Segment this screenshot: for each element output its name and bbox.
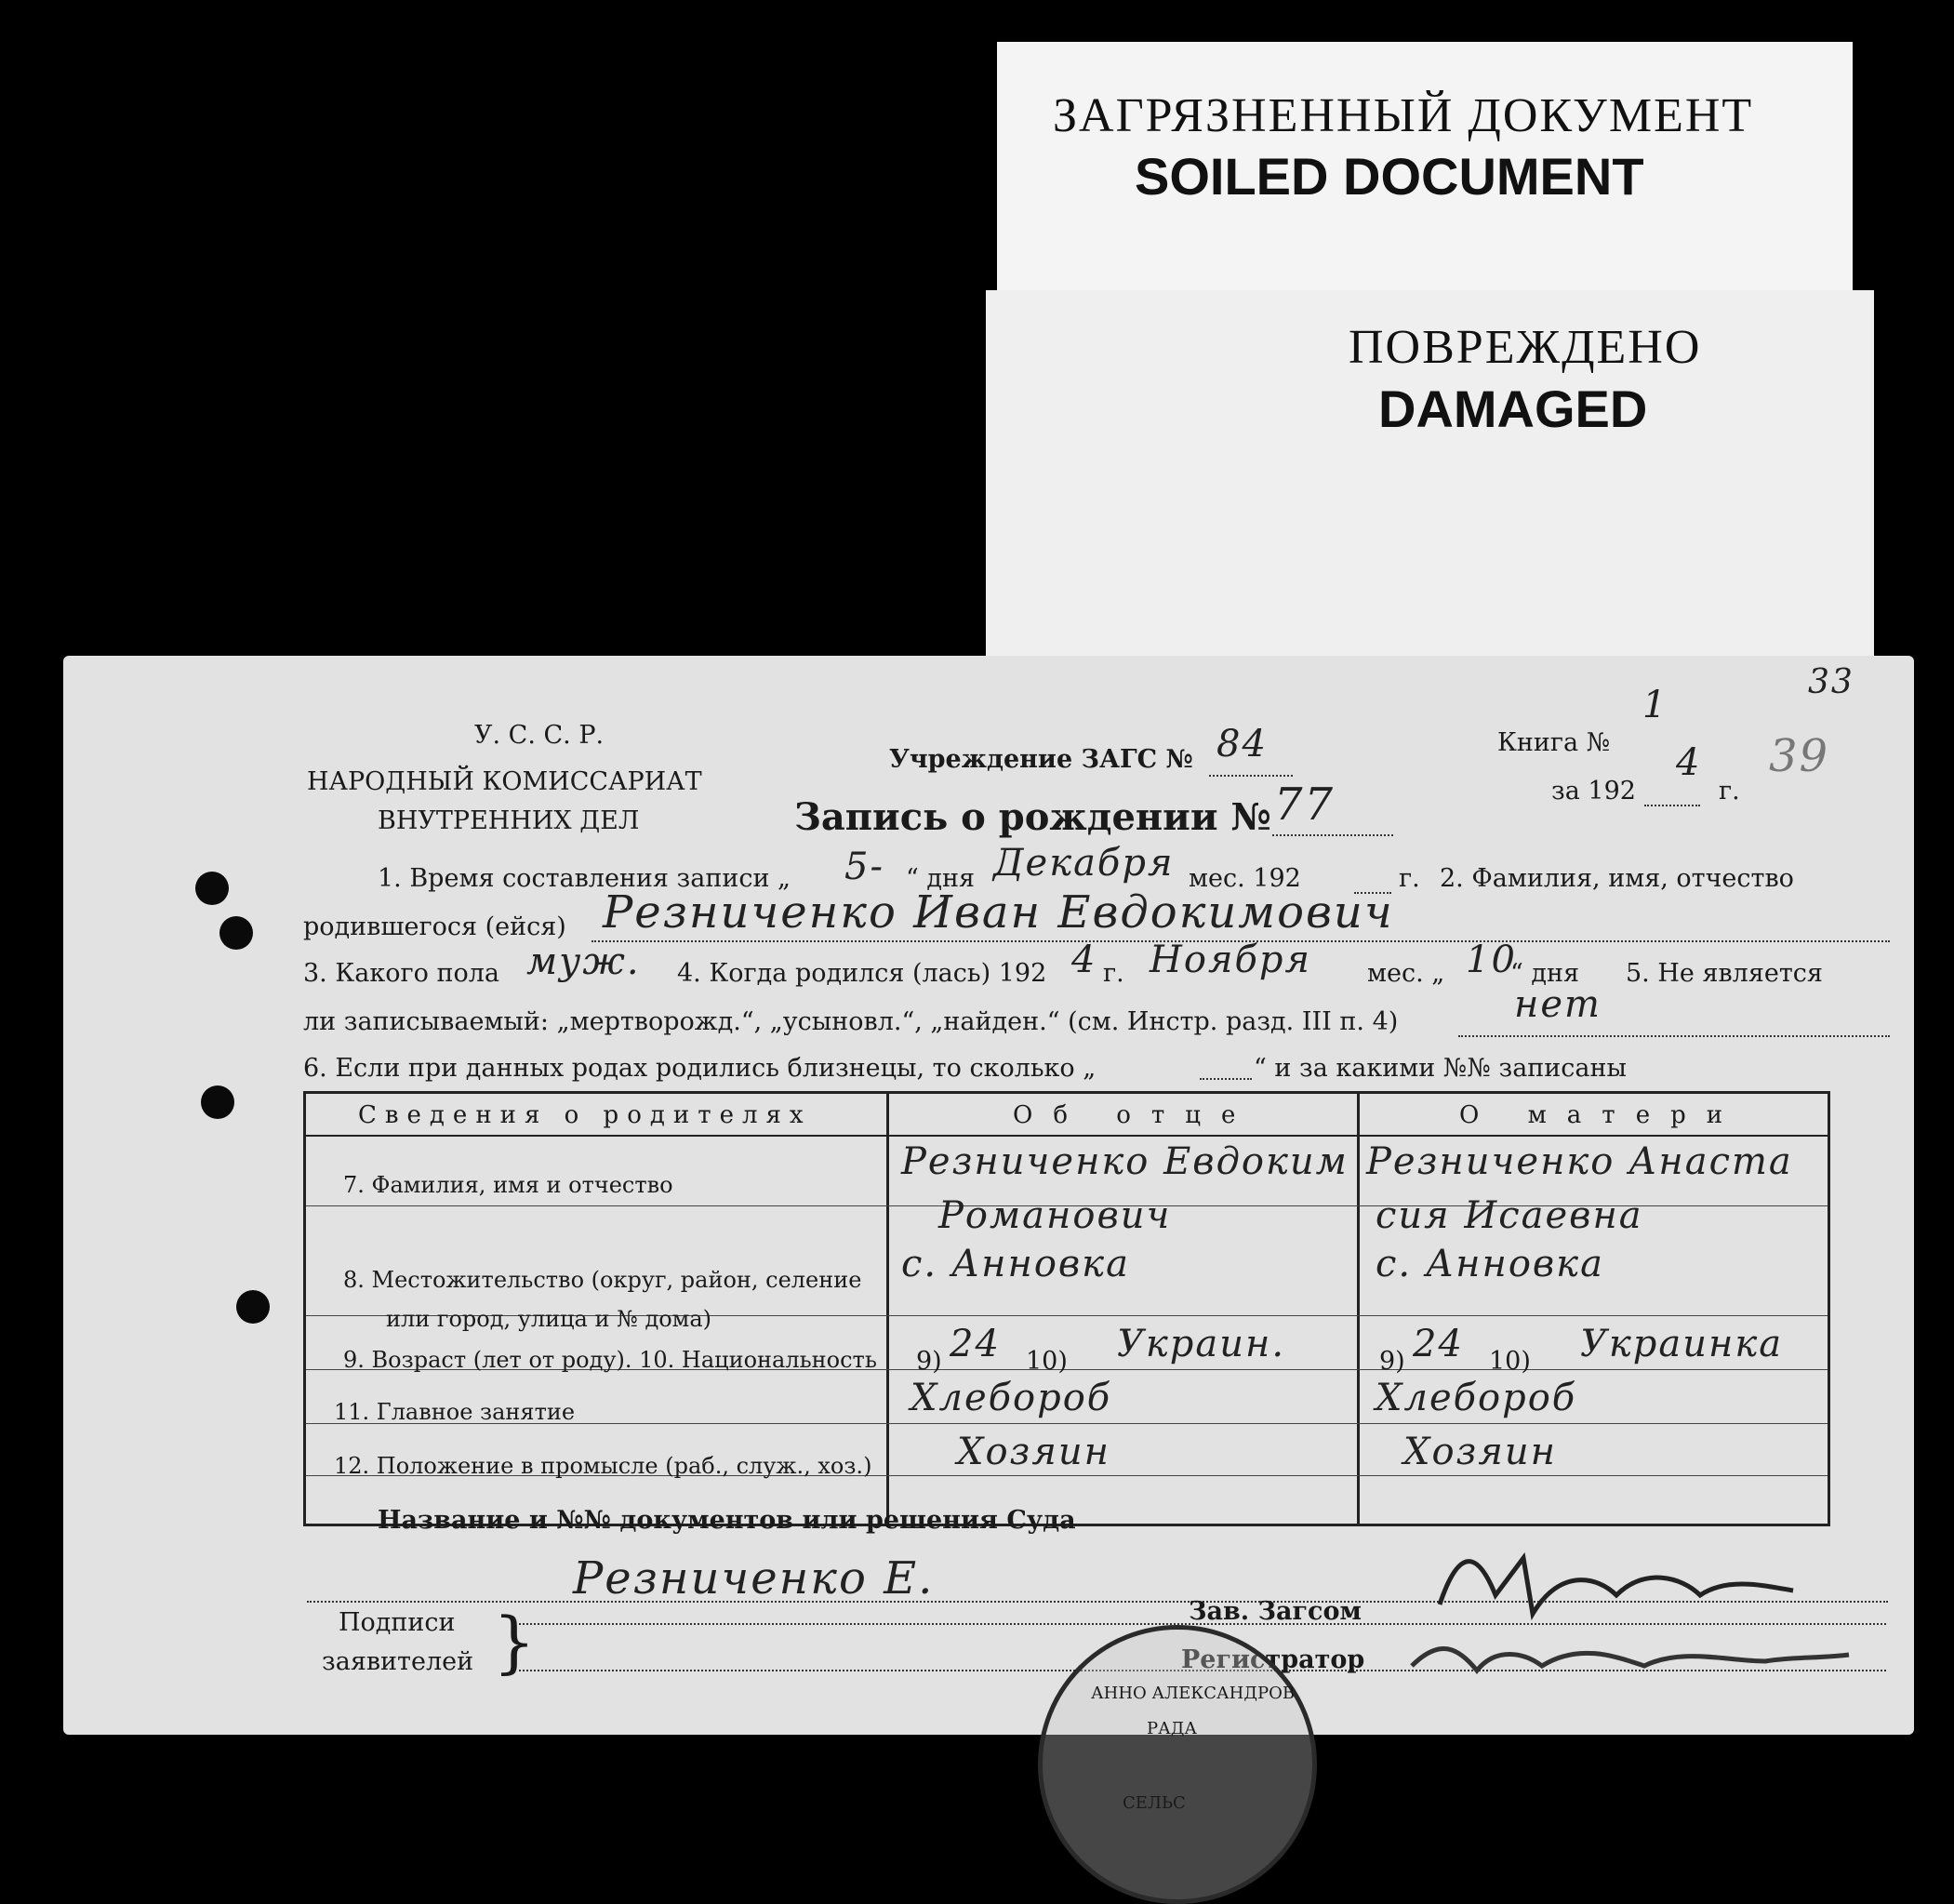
book-number: 1: [1642, 684, 1668, 726]
field-3-label: 3. Какого пола: [303, 959, 499, 988]
parents-table: [303, 1091, 1830, 1526]
field-6-count-line: [1200, 1078, 1252, 1080]
row-7-label: 7. Фамилия, имя и отчество: [343, 1172, 673, 1198]
field-4-month: Ноября: [1150, 939, 1311, 981]
soiled-document-label: [997, 42, 1853, 312]
field-1-mes: мес. 192: [1189, 864, 1301, 893]
table-divider: [886, 1094, 889, 1524]
applicant-signature: Резниченко Е.: [573, 1552, 935, 1604]
damaged-document-label: [986, 290, 1874, 662]
field-1-day: 5-: [844, 845, 884, 888]
zags-number-line: [1209, 775, 1293, 777]
row-12-label: 12. Положение в промысле (раб., служ., хоз.): [334, 1453, 872, 1479]
commissariat-line-1: НАРОДНЫЙ КОМИССАРИАТ: [307, 767, 702, 796]
field-4-year: 4: [1071, 939, 1097, 981]
commissariat-line-2: ВНУТРЕННИХ ДЕЛ: [378, 806, 640, 835]
seal-text-2: РАДА: [1147, 1719, 1198, 1738]
field-6-cont: “ и за какими №№ записаны: [1254, 1054, 1627, 1083]
record-number: 77: [1274, 779, 1336, 831]
field-4-mes: мес. „: [1367, 959, 1445, 988]
father-nationality: Украин.: [1117, 1323, 1286, 1365]
header-parents-info: Сведения о родителях: [358, 1101, 812, 1129]
field-5-value: нет: [1514, 983, 1602, 1026]
father-age-prefix: 9): [916, 1347, 942, 1376]
corner-number-bottom: 39: [1769, 730, 1830, 782]
seal-text-3: СЕЛЬС: [1123, 1793, 1186, 1813]
father-name-1: Резниченко Евдоким: [901, 1140, 1349, 1183]
field-1-label: 1. Время составления записи „: [378, 864, 791, 893]
mother-age: 24: [1413, 1323, 1464, 1365]
birth-record-card: [63, 656, 1914, 1813]
header-mother: О матери: [1459, 1101, 1744, 1129]
year-line: [1644, 805, 1700, 806]
row-9-label: 9. Возраст (лет от роду). 10. Национальность: [343, 1347, 877, 1373]
seal-text-1: АННО АЛЕКСАНДРОВ: [1091, 1684, 1296, 1703]
field-1-day-word: “ дня: [906, 864, 976, 893]
field-4-g: г.: [1103, 959, 1124, 988]
father-position: Хозяин: [957, 1431, 1110, 1473]
book-number-sub: 4: [1676, 741, 1702, 784]
father-occupation: Хлебороб: [911, 1377, 1112, 1419]
damaged-label-ru: ПОВРЕЖДЕНО: [1349, 321, 1702, 374]
mother-nationality: Украинка: [1580, 1323, 1784, 1365]
row-8-label-2: или город, улица и № дома): [386, 1306, 712, 1332]
zags-label: Учреждение ЗАГС №: [889, 745, 1193, 774]
field-1-month: Декабря: [993, 842, 1175, 885]
damaged-label-en: DAMAGED: [1378, 379, 1648, 438]
father-residence: с. Анновка: [901, 1243, 1130, 1285]
field-3-value: муж.: [526, 940, 641, 983]
row-8-label-1: 8. Местожительство (округ, район, селение: [343, 1267, 862, 1293]
punch-hole: [236, 1290, 270, 1324]
field-5-line: [1458, 1035, 1890, 1037]
signatures-label-2: заявителей: [322, 1647, 474, 1676]
field-5-label: 5. Не является: [1626, 959, 1823, 988]
signatures-label-1: Подписи: [339, 1608, 456, 1637]
record-title: Запись о рождении №: [794, 795, 1271, 839]
head-of-registry-label: Зав. Загсом: [1189, 1597, 1362, 1626]
signatures-brace: }: [493, 1603, 536, 1681]
table-divider: [1357, 1094, 1360, 1524]
field-2-label: 2. Фамилия, имя, отчество: [1440, 864, 1794, 893]
corner-number-top: 33: [1808, 663, 1854, 701]
father-age: 24: [950, 1323, 1001, 1365]
year-suffix: г.: [1719, 777, 1740, 806]
field-4-label: 4. Когда родился (лась) 192: [677, 959, 1047, 988]
mother-name-1: Резниченко Анаста: [1366, 1140, 1793, 1183]
soiled-label-ru: ЗАГРЯЗНЕННЫЙ ДОКУМЕНТ: [1053, 89, 1754, 142]
ussr-heading: У. С. С. Р.: [474, 721, 605, 750]
head-signature: [1421, 1539, 1812, 1632]
punch-hole: [195, 872, 229, 905]
punch-hole: [219, 916, 253, 950]
table-header-line: [306, 1135, 1828, 1137]
field-1-g: г.: [1399, 864, 1420, 893]
row-11-label: 11. Главное занятие: [334, 1399, 576, 1425]
field-5-label-cont: ли записываемый: „мертворожд.“, „усыновл.“, „найден.“ (см. Инстр. разд. III п. 4): [303, 1007, 1399, 1036]
book-label: Книга №: [1497, 728, 1611, 757]
record-number-line: [1272, 834, 1393, 836]
punch-hole: [201, 1085, 234, 1119]
header-father: Об отце: [1013, 1101, 1256, 1129]
mother-nat-prefix: 10): [1489, 1347, 1531, 1376]
soiled-label-en: SOILED DOCUMENT: [1135, 147, 1644, 206]
mother-occupation: Хлебороб: [1376, 1377, 1577, 1419]
father-nat-prefix: 10): [1026, 1347, 1068, 1376]
registrar-signature: [1393, 1619, 1858, 1694]
field-2-label-cont: родившегося (ейся): [303, 912, 566, 941]
field-4-day: 10: [1466, 939, 1517, 981]
mother-position: Хозяин: [1403, 1431, 1557, 1473]
documents-label: Название и №№ документов или решения Суда: [378, 1506, 1076, 1535]
official-seal: [1038, 1625, 1317, 1904]
mother-name-2: сия Исаевна: [1376, 1194, 1643, 1237]
registrar-label: Регистратор: [1181, 1645, 1365, 1674]
field-4-day-word: “ дня: [1510, 959, 1580, 988]
field-6-label: 6. Если при данных родах родились близнецы, то сколько „: [303, 1054, 1097, 1083]
mother-age-prefix: 9): [1379, 1347, 1405, 1376]
father-name-2: Романович: [938, 1194, 1172, 1237]
zags-number: 84: [1216, 723, 1268, 766]
year-label: за 192: [1551, 777, 1636, 806]
mother-residence: с. Анновка: [1376, 1243, 1604, 1285]
field-2-value: Резниченко Иван Евдокимович: [603, 886, 1394, 939]
